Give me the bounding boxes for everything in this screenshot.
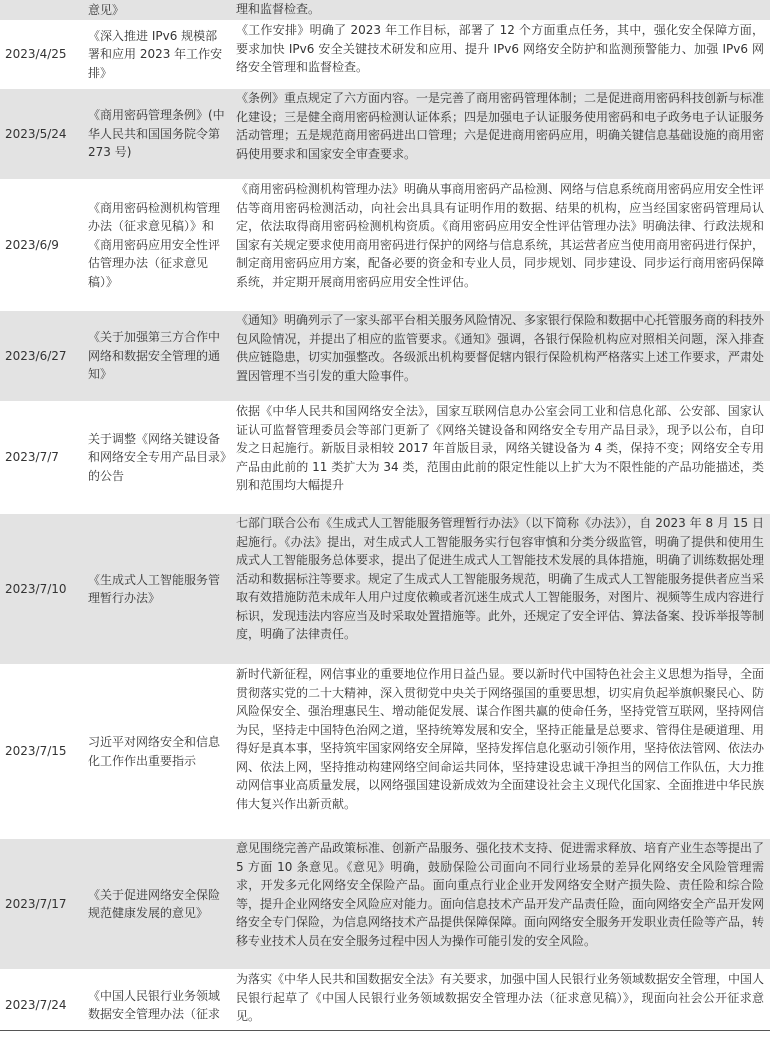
row-description: 新时代新征程，网信事业的重要地位作用日益凸显。要以新时代中国特色社会主义思想为指导，全面贯彻落实党的二十大精神，深入贯彻党中央关于网络强国的重要思想，切实肩负起举旗帜聚民心、防风险保安全、强治理惠民生、增动能促发展、谋合作图共赢的使命任务，坚持党管互联网，坚持网信为民，坚持走中国特色治网之道，坚持统筹发展和安全，坚持正能量是总要求、管得住是硬道理、用得好是真本事，坚持筑牢国家网络安全屏障，坚持发挥信息化驱动引领作用，坚持依法管网、依法办网、依法上网，坚持推动构建网络空间命运共同体，坚持建设忠诚干净担当的网信工作队伍，大力推动网信事业高质量发展，以网络强国建设新成效为全面建设社会主义现代化国家、全面推进中华民族伟大复兴作出新贡献。: [232, 665, 770, 839]
row-date: 2023/7/17: [0, 839, 82, 970]
row-description: 意见围绕完善产品政策标准、创新产品服务、强化技术支持、促进需求释放、培育产业生态等提出了 5 方面 10 条意见。《意见》明确，鼓励保险公司面向不同行业场景的差异化网络安全风险管理需求，开发多元化网络安全保险产品。面向重点行业企业开发网络安全财产损失险、责任险和综合险等，提升企业网络安全风险应对能力。面向信息技术产品开发产品责任险，面向网络安全产品开发网络安全专门保险，为信息网络技术产品提供保障保障。面向网络安全服务开发职业责任险等产品，转移专业技术人员在安全服务过程中因人为操作可能引发的安全风险。: [232, 839, 770, 970]
row-name: 关于调整《网络关键设备和网络安全专用产品目录》的公告: [82, 402, 232, 514]
table-row: [0, 311, 770, 402]
row-date: 2023/5/24: [0, 89, 82, 180]
table-row: [0, 0, 770, 21]
row-name: 《中国人民银行业务领域数据安全管理办法（征求: [82, 970, 232, 1041]
row-name: 《深入推进 IPv6 规模部署和应用 2023 年工作安排》: [82, 21, 232, 89]
row-description: 依据《中华人民共和国网络安全法》，国家互联网信息办公室会同工业和信息化部、公安部、国家认证认可监督管理委员会等部门更新了《网络关键设备和网络安全专用产品目录》，现予以公布，自印发之日起施行。新版目录相较 2017 年首版目录，网络关键设备为 4 类，保持不变；网络安全专用产品由此前的 11 类扩大为 34 类，范围由此前的限定性能以上扩大为不限性能的产品功能描述，类别和范围均大幅提升: [232, 402, 770, 514]
row-description: 《商用密码检测机构管理办法》明确从事商用密码产品检测、网络与信息系统商用密码应用安全性评估等商用密码检测活动，向社会出具具有证明作用的数据、结果的机构，应当经国家密码管理局认定，依法取得商用密码检测机构资质。《商用密码应用安全性评估管理办法》明确法律、行政法规和国家有关规定要求使用商用密码进行保护的网络与信息系统，其运营者应当使用商用密码进行保护，制定商用密码应用方案，配备必要的资金和专业人员，同步规划、同步建设、同步运行商用密码保障系统，并定期开展商用密码应用安全性评估。: [232, 180, 770, 311]
table-row: [0, 402, 770, 514]
table-row: [0, 180, 770, 311]
row-name: 《商用密码检测机构管理办法（征求意见稿）》和《商用密码应用安全性评估管理办法（征求意见稿）》: [82, 180, 232, 311]
table-row: [0, 839, 770, 970]
row-date: 2023/7/7: [0, 402, 82, 514]
row-date: 2023/6/9: [0, 180, 82, 311]
row-description: 《工作安排》明确了 2023 年工作目标，部署了 12 个方面重点任务，其中，强化安全保障方面，要求加快 IPv6 安全关键技术研发和应用、提升 IPv6 网络安全防护和监测预警能力、加强 IPv6 网络安全管理和监督检查。: [232, 21, 770, 89]
row-date: 2023/4/25: [0, 21, 82, 89]
row-description: 为落实《中华人民共和国数据安全法》有关要求，加强中国人民银行业务领域数据安全管理，中国人民银行起草了《中国人民银行业务领域数据安全管理办法（征求意见稿）》，现面向社会公开征求意见。: [232, 970, 770, 1041]
table-row: [0, 21, 770, 89]
row-date: 2023/7/10: [0, 514, 82, 665]
row-description: 《条例》重点规定了六方面内容。一是完善了商用密码管理体制；二是促进商用密码科技创新与标准化建设；三是健全商用密码检测认证体系；四是加强电子认证服务使用密码和电子政务电子认证服务活动管理；五是规范商用密码进出口管理；六是促进商用密码应用，明确关键信息基础设施的商用密码使用要求和国家安全审查要求。: [232, 89, 770, 180]
row-description: 理和监督检查。: [232, 0, 770, 21]
row-date: [0, 0, 82, 21]
row-name: 《关于促进网络安全保险规范健康发展的意见》: [82, 839, 232, 970]
row-date: 2023/7/24: [0, 970, 82, 1041]
row-date: 2023/6/27: [0, 311, 82, 402]
row-description: 《通知》明确列示了一家头部平台相关服务风险情况、多家银行保险和数据中心托管服务商的科技外包风险情况，并提出了相应的监管要求。《通知》强调，各银行保险机构应对照相关问题，深入排查供应链隐患，切实加强整改。各级派出机构要督促辖内银行保险机构严格落实上述工作要求，严肃处置因管理不当引发的重大险事件。: [232, 311, 770, 402]
row-name: 习近平对网络安全和信息化工作作出重要指示: [82, 665, 232, 839]
table-row: [0, 665, 770, 839]
row-name: 《关于加强第三方合作中网络和数据安全管理的通知》: [82, 311, 232, 402]
row-date: 2023/7/15: [0, 665, 82, 839]
bottom-rule: [0, 1030, 770, 1031]
table-row: [0, 514, 770, 665]
row-name: 意见》: [82, 0, 232, 21]
row-name: 《商用密码管理条例》(中华人民共和国国务院令第 273 号): [82, 89, 232, 180]
table-row: [0, 89, 770, 180]
row-name: 《生成式人工智能服务管理暂行办法》: [82, 514, 232, 665]
row-description: 七部门联合公布《生成式人工智能服务管理暂行办法》（以下简称《办法》），自 2023 年 8 月 15 日起施行。《办法》提出，对生成式人工智能服务实行包容审慎和分类分级监管，明确了提供和使用生成式人工智能服务总体要求，提出了促进生成式人工智能技术发展的具体措施，明确了训练数据处理活动和数据标注等要求。规定了生成式人工智能服务规范，明确了生成式人工智能服务提供者应当采取有效措施防范未成年人用户过度依赖或者沉迷生成式人工智能服务，对图片、视频等生成内容进行标识，发现违法内容应当及时采取处置措施等。此外，还规定了安全评估、算法备案、投诉举报等制度，明确了法律责任。: [232, 514, 770, 665]
